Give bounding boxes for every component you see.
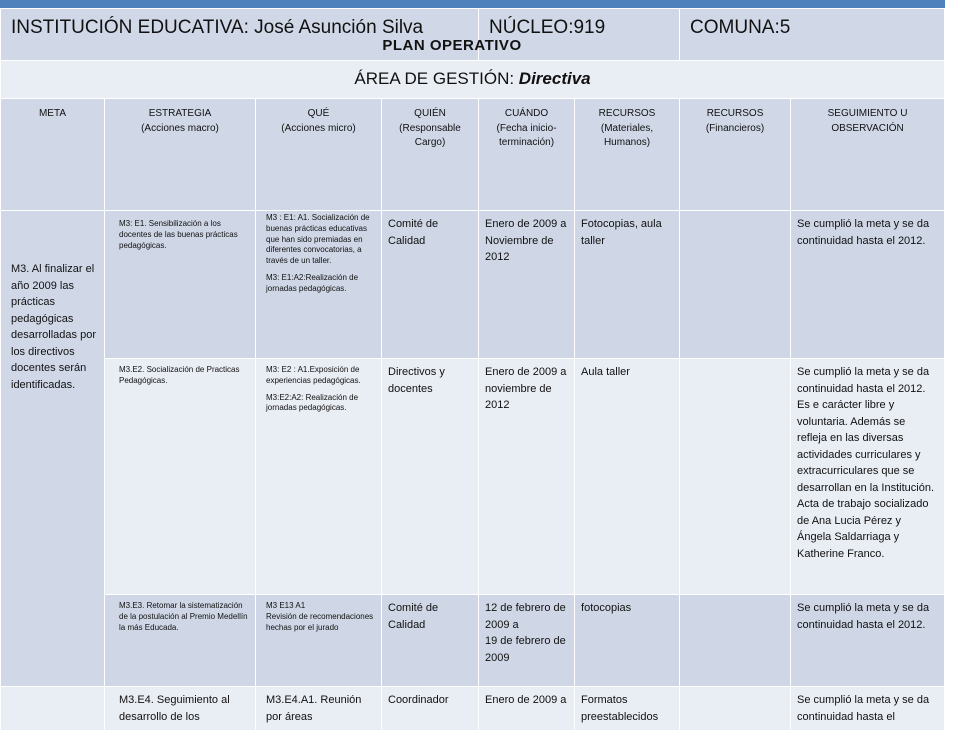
col-quien-sub2: Cargo) [414, 137, 446, 148]
recursos-materiales-text: fotocopias [581, 602, 632, 614]
seguimiento-cell [791, 595, 945, 687]
plan-title: PLAN OPERATIVO [382, 37, 522, 54]
que-text: M3 : E1: A1. Socialización de buenas prácticas educativas que han sido premiadas en diferentes convocatorias, a través de un taller. [266, 213, 370, 266]
col-recursos2-label: RECURSOS [706, 108, 764, 119]
que-text: Revisión de recomendaciones hechas por el jurado [266, 611, 374, 632]
table-row [1, 595, 945, 687]
col-estrategia-sub: (Acciones macro) [141, 122, 219, 134]
col-seguimiento-label: SEGUIMIENTO U [827, 108, 908, 119]
que-cell [256, 359, 382, 595]
seguimiento-cell [791, 211, 945, 359]
estrategia-cell [105, 359, 256, 595]
estrategia-cell [105, 595, 256, 687]
que-cell [256, 211, 382, 359]
plan-operativo-table [0, 8, 945, 731]
col-recursos-materiales [575, 99, 680, 211]
col-seguimiento-sub: OBSERVACIÓN [831, 122, 904, 134]
que-text: M3:E2:A2: Realización de jornadas pedagógicas. [266, 392, 359, 413]
cuando-text: Enero de 2009 a [485, 694, 567, 706]
seguimiento-text: Se cumplió la meta y se da continuidad hasta el 2012. [797, 602, 930, 631]
estrategia-cell [105, 211, 256, 359]
quien-cell [382, 595, 479, 687]
col-estrategia [105, 99, 256, 211]
recursos-materiales-cell [575, 687, 680, 731]
area-cell [1, 61, 945, 99]
col-cuando [479, 99, 575, 211]
right-margin [945, 0, 960, 720]
estrategia-text: M3.E3. Retomar la sistematización de la postulación al Premio Medellín la más Educada. [119, 601, 248, 632]
que-text: M3: E1:A2:Realización de jornadas pedagógicas. [266, 272, 359, 293]
table-row [1, 359, 945, 595]
quien-text: Directivos y docentes [388, 366, 445, 395]
area-label: ÁREA DE GESTIÓN: [354, 69, 519, 88]
seguimiento-cell [791, 359, 945, 595]
quien-text: Comité de Calidad [388, 602, 439, 631]
seguimiento-text: Se cumplió la meta y se da continuidad hasta el [797, 694, 930, 723]
meta-cell-empty [1, 687, 105, 731]
meta-text: M3. Al finalizar el año 2009 las prácticas pedagógicas desarrolladas por los directivos docentes serán identificadas. [11, 263, 96, 391]
meta-cell [1, 211, 105, 687]
seguimiento-cell [791, 687, 945, 731]
col-que-label: QUÉ [307, 108, 330, 119]
cuando-cell [479, 211, 575, 359]
estrategia-cell [105, 687, 256, 731]
quien-cell [382, 211, 479, 359]
que-text: M3 E13 A1 [266, 601, 306, 610]
cuando-cell [479, 595, 575, 687]
estrategia-text: M3.E2. Socialización de Practicas Pedagógicas. [119, 365, 240, 385]
quien-text: Comité de Calidad [388, 218, 439, 247]
table-row [1, 687, 945, 731]
col-meta-label: META [38, 108, 67, 119]
col-cuando-sub: (Fecha inicio- [496, 122, 557, 134]
col-que [256, 99, 382, 211]
seguimiento-text: Se cumplió la meta y se da continuidad hasta el 2012. Es e carácter libre y voluntaria. Además se refleja en las diversas actividades curriculares y extracurriculares que se desarrollan en la Institución. Acta de trabajo socializado de Ana Lucia Pérez y Ángela Saldarriaga y Katherine Franco. [797, 366, 934, 560]
quien-cell [382, 359, 479, 595]
col-quien-label: QUIÉN [414, 108, 446, 119]
area-row [1, 61, 945, 99]
col-meta [1, 99, 105, 211]
que-text: M3: E2 : A1.Exposición de experiencias pedagógicas. [266, 365, 361, 385]
col-recursos1-label: RECURSOS [598, 108, 656, 119]
recursos-materiales-cell [575, 359, 680, 595]
area-value: Directiva [518, 69, 591, 88]
col-recursos1-sub2: Humanos) [603, 137, 651, 148]
cuando-cell [479, 359, 575, 595]
estrategia-text: M3.E4. Seguimiento al desarrollo de los [119, 694, 230, 723]
comuna-label: COMUNA:5 [690, 17, 791, 38]
recursos-financieros-cell [680, 687, 791, 731]
recursos-financieros-cell [680, 359, 791, 595]
col-cuando-sub2: terminación) [499, 137, 555, 148]
recursos-materiales-text: Formatos preestablecidos [581, 694, 659, 723]
top-accent-bar [0, 0, 945, 8]
col-recursos-financieros [680, 99, 791, 211]
que-cell [256, 687, 382, 731]
cuando-cell [479, 687, 575, 731]
col-cuando-label: CUÁNDO [504, 108, 549, 119]
cuando-text: 12 de febrero de 2009 a [485, 602, 566, 631]
table-row [1, 211, 945, 359]
column-header-row [1, 99, 945, 211]
col-quien [382, 99, 479, 211]
col-recursos1-sub: (Materiales, [600, 122, 654, 134]
col-quien-sub: (Responsable [399, 122, 461, 134]
recursos-financieros-cell [680, 595, 791, 687]
nucleo-label: NÚCLEO:919 [489, 17, 606, 38]
col-que-sub: (Acciones micro) [281, 122, 356, 134]
col-estrategia-label: ESTRATEGIA [148, 108, 212, 119]
col-seguimiento [791, 99, 945, 211]
quien-cell [382, 687, 479, 731]
que-text: M3.E4.A1. Reunión por áreas [266, 694, 362, 723]
institution-name: INSTITUCIÓN EDUCATIVA: José Asunción Silva [11, 17, 424, 38]
recursos-materiales-text: Fotocopias, aula taller [581, 218, 662, 247]
recursos-financieros-cell [680, 211, 791, 359]
recursos-materiales-cell [575, 211, 680, 359]
cuando-text: Enero de 2009 a noviembre de 2012 [485, 366, 567, 411]
recursos-materiales-cell [575, 595, 680, 687]
estrategia-text: M3: E1. Sensibilización a los docentes de las buenas prácticas pedagógicas. [119, 219, 238, 250]
cuando-text: 19 de febrero de 2009 [485, 635, 566, 664]
quien-text: Coordinador [388, 694, 449, 706]
col-recursos2-sub: (Financieros) [705, 122, 765, 134]
que-cell [256, 595, 382, 687]
cuando-text: Enero de 2009 a Noviembre de 2012 [485, 218, 567, 263]
seguimiento-text: Se cumplió la meta y se da continuidad hasta el 2012. [797, 218, 930, 247]
recursos-materiales-text: Aula taller [581, 366, 630, 378]
